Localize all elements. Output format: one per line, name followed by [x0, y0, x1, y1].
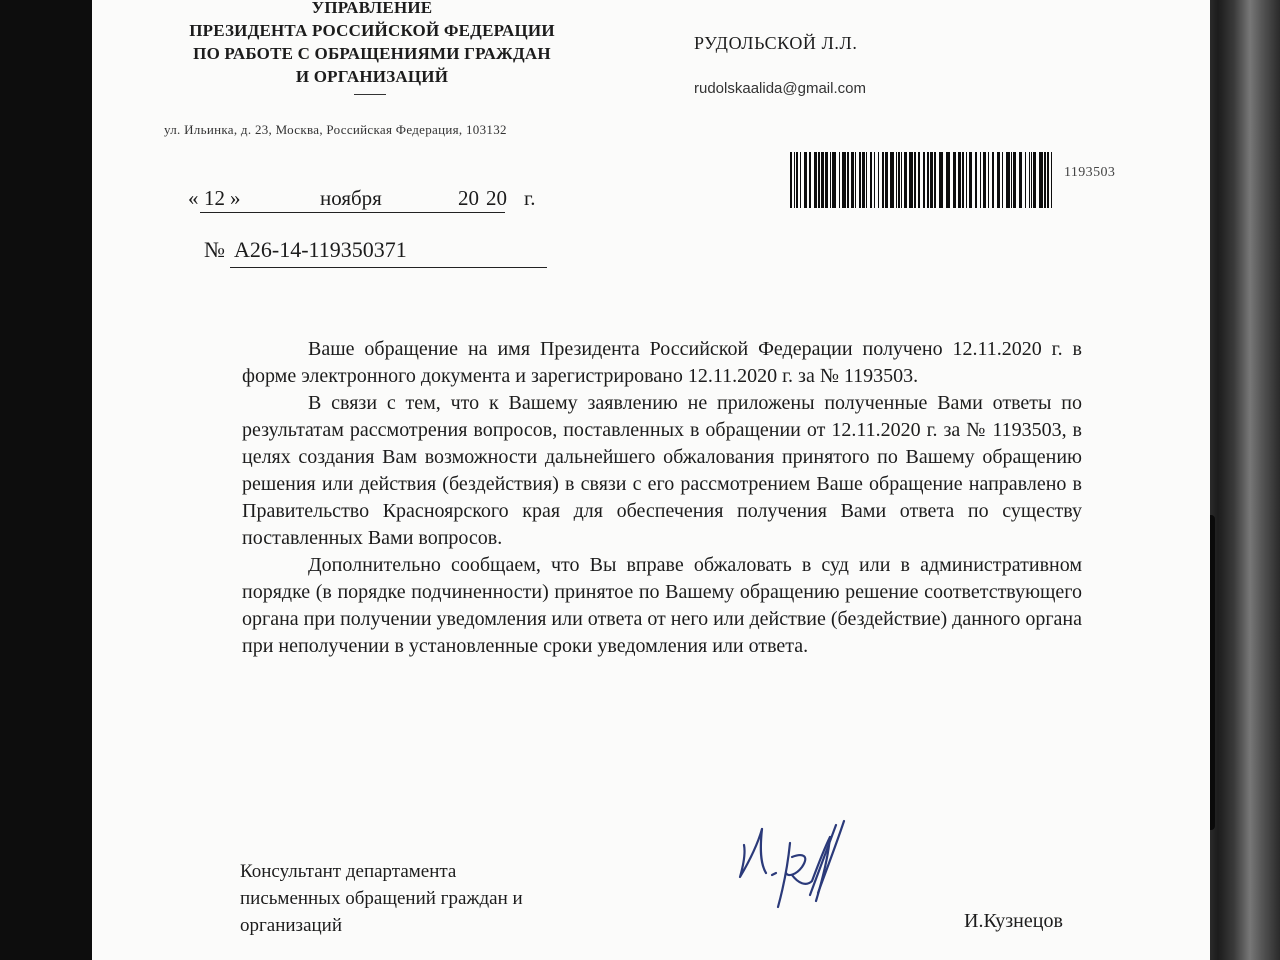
barcode-bar: [818, 152, 820, 208]
barcode-bar: [842, 152, 846, 208]
barcode-bar: [923, 152, 925, 208]
body-paragraph-3: Дополнительно сообщаем, что Вы вправе обжаловать в суд или в административном порядке (в порядке подчиненности) принятое по Вашему обращению решение соответствующего органа при получении уведомления или ответа от него или действие (бездействие) данного органа при неполучении в установленные сроки уведомления или ответа.: [242, 554, 1082, 657]
barcode-bar: [1025, 152, 1026, 208]
barcode-bar: [953, 152, 956, 208]
barcode-bar: [958, 152, 961, 208]
barcode-bar: [804, 152, 807, 208]
barcode-number: 1193503: [1064, 165, 1116, 180]
barcode-bar: [800, 152, 801, 208]
barcode-bar: [927, 152, 929, 208]
barcode-bar: [814, 152, 817, 208]
letterhead-line-2: ПРЕЗИДЕНТА РОССИЙСКОЙ ФЕДЕРАЦИИ: [189, 21, 555, 40]
letter-body: [242, 336, 1082, 660]
recipient-email: rudolskaalida@gmail.com: [694, 80, 866, 97]
barcode-bar: [969, 152, 972, 208]
barcode-bar: [997, 152, 1000, 208]
barcode-bar: [839, 152, 840, 208]
barcode-bar: [851, 152, 854, 208]
barcode-bar: [1044, 152, 1046, 208]
barcode-bar: [1002, 152, 1003, 208]
barcode-bar: [975, 152, 977, 208]
barcode-bar: [962, 152, 964, 208]
date-year-suffix: 20: [486, 186, 507, 210]
barcode-bar: [934, 152, 936, 208]
barcode-bar: [1031, 152, 1032, 208]
barcode-bar: [914, 152, 916, 208]
barcode-bar: [882, 152, 884, 208]
barcode-bar: [1051, 152, 1052, 208]
frame-left-edge: [0, 0, 92, 960]
barcode-bar: [983, 152, 986, 208]
barcode-bar: [946, 152, 950, 208]
barcode-bar: [1033, 152, 1036, 208]
letter-page: [92, 0, 1210, 960]
date-close-quote: »: [230, 186, 241, 210]
barcode-bar: [809, 152, 811, 208]
barcode-bar: [794, 152, 795, 208]
barcode-bar: [966, 152, 967, 208]
barcode-bar: [825, 152, 828, 208]
body-paragraph-2: В связи с тем, что к Вашему заявлению не приложены полученные Вами ответы по результатам рассмотрения вопросов, поставленных в обращении от 12.11.2020 г. за № 1193503, в целях создания Вам возможности дальнейшего обжалования принятого по Вашему обращению решения или действия (бездействия) в связи с его рассмотрением Ваше обращение направлено в Правительство Красноярского края для обеспечения получения Вами ответа по существу поставленных Вами вопросов.: [242, 392, 1082, 549]
barcode-bar: [930, 152, 933, 208]
barcode-bar: [821, 152, 824, 208]
barcode-bar: [901, 152, 902, 208]
signer-title: [240, 858, 523, 939]
barcode-bar: [980, 152, 981, 208]
signer-title-line-3: организаций: [240, 915, 343, 936]
registration-underline: [230, 267, 547, 268]
barcode-bar: [862, 152, 865, 208]
barcode-bar: [896, 152, 897, 208]
barcode-bar: [1006, 152, 1010, 208]
date-year-mark: г.: [524, 186, 536, 210]
date-day-underline: [200, 212, 250, 213]
letterhead-line-1: УПРАВЛЕНИЕ: [311, 0, 433, 17]
barcode-bar: [866, 152, 867, 208]
barcode-bar: [898, 152, 900, 208]
letterhead-rule: [354, 94, 386, 95]
signer-title-line-2: письменных обращений граждан и: [240, 888, 523, 909]
barcode-bar: [1039, 152, 1043, 208]
signer-title-line-1: Консультант департамента: [240, 861, 457, 882]
barcode-bar: [918, 152, 920, 208]
barcode-bar: [1047, 152, 1049, 208]
barcode-bar: [796, 152, 798, 208]
date-open-quote: «: [188, 186, 199, 210]
barcode-bar: [992, 152, 994, 208]
barcode-bar: [870, 152, 872, 208]
barcode-bar: [890, 152, 894, 208]
barcode-bar: [885, 152, 888, 208]
barcode-bar: [855, 152, 856, 208]
barcode-image: [790, 152, 1052, 208]
letterhead: [162, 0, 582, 88]
barcode-bar: [874, 152, 875, 208]
body-paragraph-1: Ваше обращение на имя Президента Российской Федерации получено 12.11.2020 г. в форме электронного документа и зарегистрировано 12.11.2020 г. за № 1193503.: [242, 338, 1082, 387]
date-month-underline: [250, 212, 505, 213]
barcode-bar: [790, 152, 792, 208]
barcode-bar: [830, 152, 831, 208]
barcode-bar: [904, 152, 907, 208]
barcode-bar: [988, 152, 989, 208]
sender-address: ул. Ильинка, д. 23, Москва, Российская Федерация, 103132: [164, 122, 507, 137]
registration-number: А26-14-119350371: [234, 237, 407, 262]
barcode-bar: [832, 152, 836, 208]
barcode-bar: [847, 152, 849, 208]
barcode-bar: [1011, 152, 1012, 208]
barcode-bar: [939, 152, 943, 208]
signer-name: И.Кузнецов: [964, 910, 1063, 932]
barcode-bar: [859, 152, 861, 208]
barcode-bar: [1029, 152, 1030, 208]
registration-prefix: №: [204, 237, 225, 262]
frame-right-edge: [1210, 0, 1280, 960]
barcode-bar: [909, 152, 913, 208]
barcode-bar: [878, 152, 879, 208]
date-day: 12: [204, 186, 225, 210]
handwritten-signature: [732, 815, 872, 915]
barcode-bar: [1019, 152, 1022, 208]
date-year-prefix: 20: [458, 186, 479, 210]
date-month: ноября: [320, 186, 382, 210]
barcode-bar: [1013, 152, 1016, 208]
letterhead-line-3: ПО РАБОТЕ С ОБРАЩЕНИЯМИ ГРАЖДАН: [193, 44, 551, 63]
letterhead-line-4: И ОРГАНИЗАЦИЙ: [295, 67, 449, 86]
recipient-name: РУДОЛЬСКОЙ Л.Л.: [694, 33, 858, 53]
